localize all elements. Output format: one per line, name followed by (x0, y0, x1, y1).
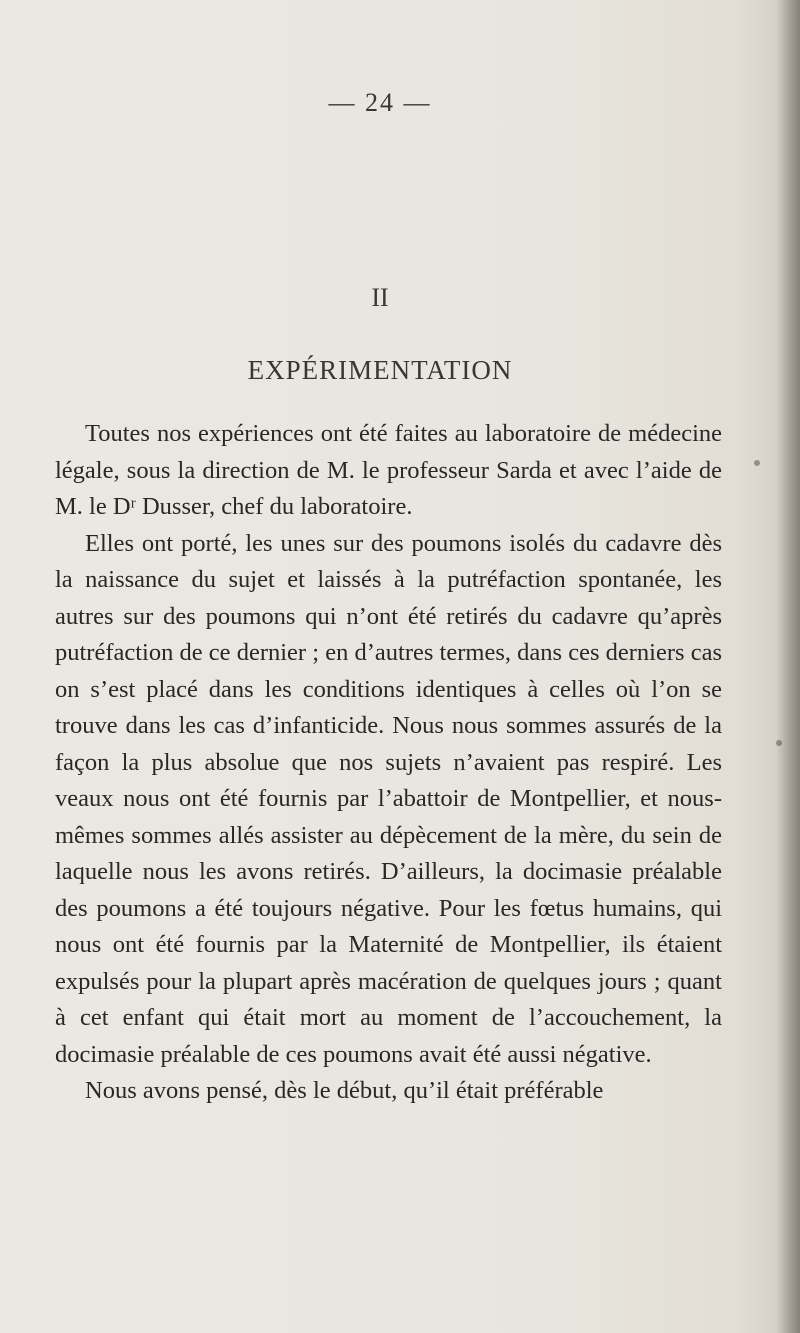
body-text (55, 416, 722, 1110)
page-number: — 24 — (328, 88, 432, 117)
paragraph-1: Toutes nos expériences ont été faites au laboratoire de médecine légale, sous la direction de M. le professeur Sarda et avec l’aide de M. le Dʳ Dusser, chef du laboratoire. (55, 420, 722, 520)
paper-spot (776, 740, 782, 746)
paragraph-3: Nous avons pensé, dès le début, qu’il était préférable (85, 1077, 604, 1104)
paragraph-2: Elles ont porté, les unes sur des poumons isolés du cadavre dès la naissance du sujet et laissés à la putréfaction spontanée, les autres sur des poumons qui n’ont été retirés du cadavre qu’après putréfaction de ce dernier ; en d’autres termes, dans ces derniers cas on s’est placé dans les conditions identiques à celles où l’on se trouve dans les cas d’infanticide. Nous nous sommes assurés de la façon la plus absolue que nos sujets n’avaient pas respiré. Les veaux nous ont été fournis par l’abattoir de Montpellier, et nous-mêmes sommes allés assister au dépècement de la mère, du sein de laquelle nous les avons retirés. D’ailleurs, la docimasie préalable des poumons a été toujours négative. Pour les fœtus humains, qui nous ont été fournis par la Maternité de Montpellier, ils étaient expulsés pour la plupart après macération de quelques jours ; quant à cet enfant qui était mort au moment de l’accouchement, la docimasie préalable de ces poumons avait été aussi négative. (55, 529, 722, 1068)
section-title: EXPÉRIMENTATION (247, 355, 513, 385)
paper-spot (754, 460, 760, 466)
page-edge-shadow (776, 0, 800, 1333)
section-number: II (371, 283, 389, 312)
